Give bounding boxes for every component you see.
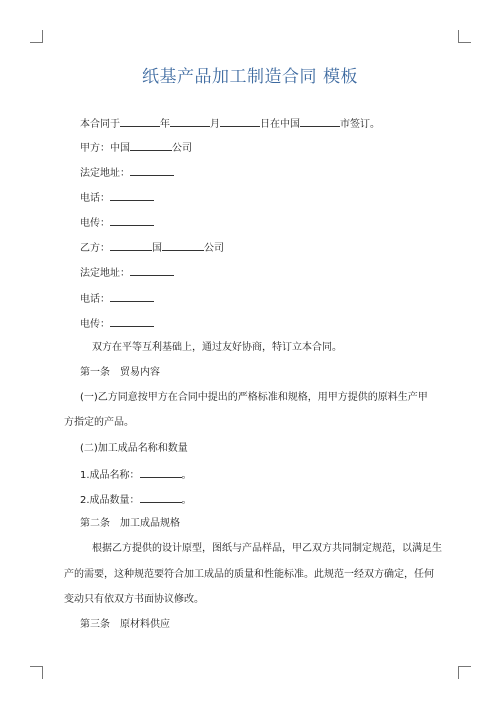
party-b-phone: 电话：	[80, 292, 154, 306]
crop-mark-top-right	[458, 30, 471, 43]
article-1-item-2: (二)加工成品名称和数量	[80, 443, 188, 454]
blank-field[interactable]	[220, 117, 260, 127]
party-b-line: 乙方： 国 公司	[80, 243, 224, 254]
article-1-heading: 第一条 贸易内容	[80, 367, 160, 378]
article-2-line-3: 变动只有依双方书面协议修改。	[64, 594, 204, 605]
article-2-line-2: 产的需要，这种规范要符合加工成品的质量和性能标准。此规范一经双方确定，任何	[64, 569, 434, 580]
party-a-fax: 电传：	[80, 216, 154, 230]
blank-field[interactable]	[300, 117, 340, 127]
article-3-heading: 第三条 原材料供应	[80, 619, 170, 630]
blank-field[interactable]	[130, 166, 174, 176]
blank-field[interactable]	[120, 117, 160, 127]
party-b-fax: 电传：	[80, 317, 154, 331]
article-2-heading: 第二条 加工成品规格	[80, 518, 180, 529]
party-a-address: 法定地址：	[80, 166, 174, 180]
blank-field[interactable]	[140, 468, 182, 478]
blank-field[interactable]	[110, 241, 152, 251]
party-a-line: 甲方：中国 公司	[80, 143, 192, 154]
document-title: 纸基产品加工制造合同 模板	[142, 67, 358, 87]
contract-date-line: 本合同于 年 月 日在中国 市签订。	[80, 119, 380, 130]
party-a-phone: 电话：	[80, 191, 154, 205]
blank-field[interactable]	[110, 191, 154, 201]
blank-field[interactable]	[110, 216, 154, 226]
blank-field[interactable]	[170, 117, 210, 127]
preamble: 双方在平等互利基础上，通过友好协商，特订立本合同。	[92, 342, 342, 353]
blank-field[interactable]	[140, 493, 182, 503]
product-quantity-line: 2.成品数量： 。	[80, 495, 192, 506]
article-2-line-1: 根据乙方提供的设计原型，图纸与产品样品，甲乙双方共同制定规范，以满足生	[92, 543, 442, 554]
blank-field[interactable]	[130, 266, 174, 276]
blank-field[interactable]	[162, 241, 204, 251]
crop-mark-top-left	[30, 30, 43, 43]
article-1-item-1-line-1: (一)乙方同意按甲方在合同中提出的严格标准和规格，用甲方提供的原料生产甲	[80, 392, 428, 403]
blank-field[interactable]	[110, 292, 154, 302]
product-name-line: 1.成品名称： 。	[80, 470, 192, 481]
blank-field[interactable]	[130, 141, 172, 151]
crop-mark-bottom-left	[30, 666, 43, 679]
article-1-item-1-line-2: 方指定的产品。	[64, 417, 134, 428]
crop-mark-bottom-right	[458, 666, 471, 679]
blank-field[interactable]	[110, 317, 154, 327]
party-b-address: 法定地址：	[80, 266, 174, 280]
